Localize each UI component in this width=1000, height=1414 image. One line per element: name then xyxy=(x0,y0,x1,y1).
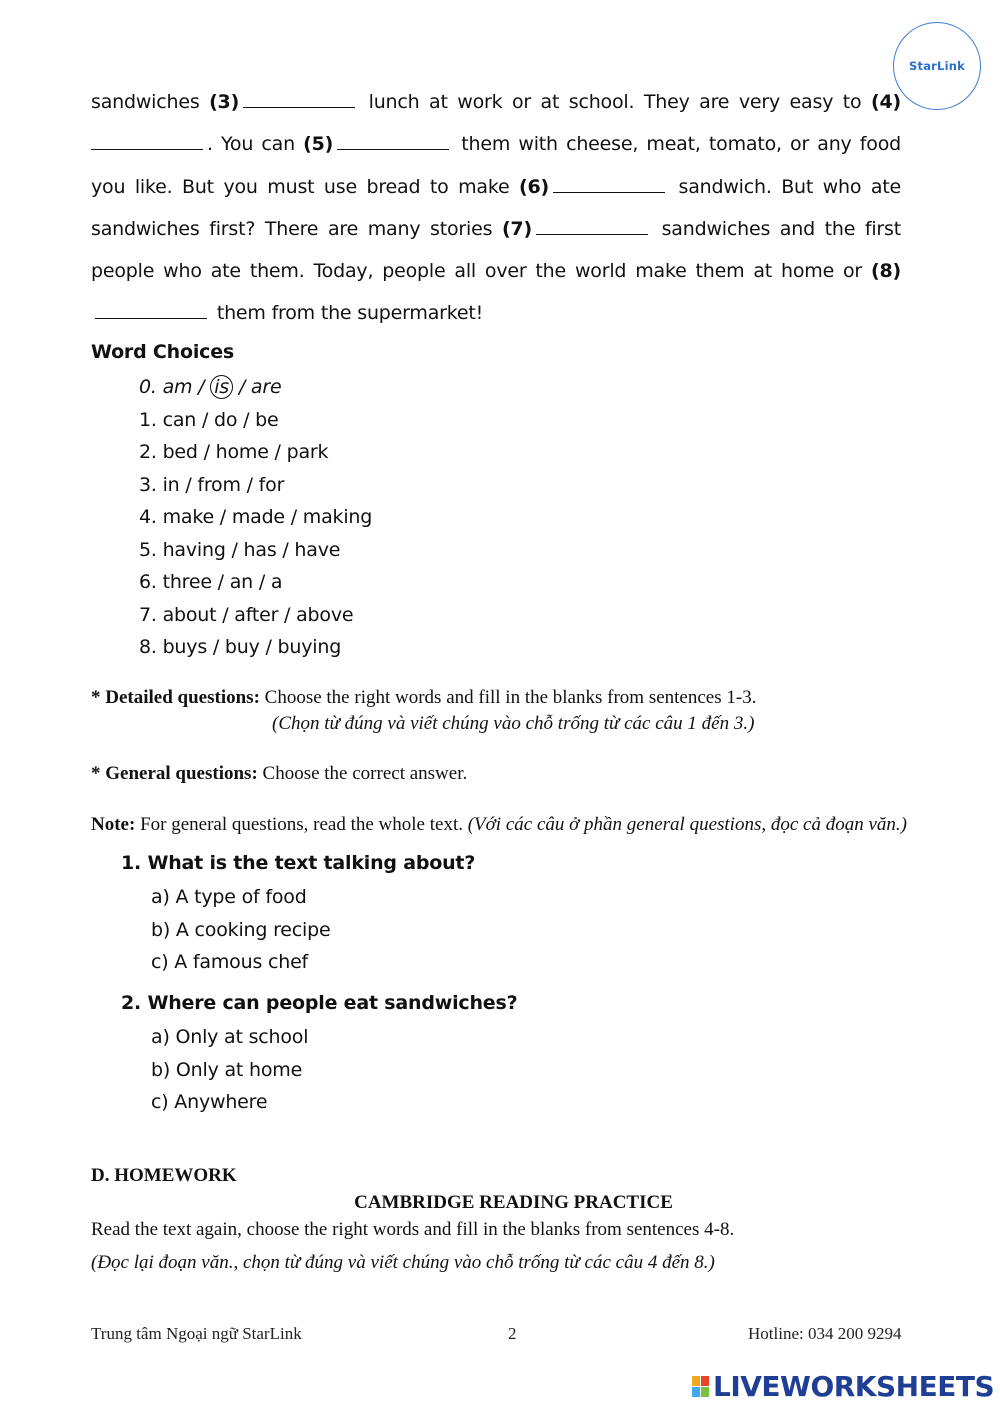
passage-text: them with cheese, meat, tomato, or any food you like. But you must use bread to make xyxy=(91,133,901,198)
word-choice-text: 0. am / xyxy=(139,376,205,398)
word-choice-0 xyxy=(139,372,372,405)
reading-passage xyxy=(91,81,901,335)
option-1a[interactable]: a) A type of food xyxy=(151,886,307,908)
detailed-questions-vietnamese: (Chọn từ đúng và viết chúng vào chỗ trống từ các câu 1 đến 3.) xyxy=(272,713,755,734)
option-1b[interactable]: b) A cooking recipe xyxy=(151,918,331,941)
option-2c[interactable]: c) Anywhere xyxy=(151,1091,268,1113)
page-number: 2 xyxy=(508,1324,517,1343)
footer-center-name: Trung tâm Ngoại ngữ StarLink xyxy=(91,1324,302,1343)
detailed-text: Choose the right words and fill in the blanks from sentences 1-3. xyxy=(259,687,757,708)
liveworksheets-text: LIVEWORKSHEETS xyxy=(713,1370,995,1403)
starlink-logo xyxy=(893,22,981,110)
liveworksheets-watermark xyxy=(692,1370,994,1403)
note-vietnamese: (Với các câu ở phần general questions, đọc cả đoạn văn.) xyxy=(467,814,907,835)
passage-text: . You can xyxy=(207,133,304,156)
blank-8[interactable] xyxy=(95,300,207,319)
question-1: 1. What is the text talking about? xyxy=(121,852,476,874)
passage-text: lunch at work or at school. They are very easy to xyxy=(359,91,871,113)
question-1-options xyxy=(151,882,330,980)
question-2-options xyxy=(151,1022,308,1120)
word-choice-7: 7. about / after / above xyxy=(139,603,354,626)
footer-hotline: Hotline: 034 200 9294 xyxy=(748,1324,902,1343)
word-choice-8: 8. buys / buy / buying xyxy=(139,636,342,658)
blank-4[interactable] xyxy=(91,131,203,150)
detailed-label: * Detailed questions: xyxy=(91,687,260,708)
detailed-questions-instruction xyxy=(91,687,756,709)
blank-number-4: (4) xyxy=(871,91,901,113)
word-choice-5: 5. having / has / have xyxy=(139,538,341,561)
blank-number-3: (3) xyxy=(209,91,240,113)
blank-7[interactable] xyxy=(536,216,648,235)
word-choice-3: 3. in / from / for xyxy=(139,473,285,496)
word-choice-6: 6. three / an / a xyxy=(139,571,283,593)
passage-text: sandwiches xyxy=(91,91,210,113)
question-2: 2. Where can people eat sandwiches? xyxy=(121,992,518,1014)
circled-answer: is xyxy=(210,375,233,399)
blank-number-6: (6) xyxy=(518,175,549,198)
option-1c[interactable]: c) A famous chef xyxy=(151,951,309,973)
passage-text: them from the supermarket! xyxy=(211,302,484,325)
word-choices-list xyxy=(139,372,372,665)
logo-text: StarLink xyxy=(909,59,965,73)
word-choice-2: 2. bed / home / park xyxy=(139,441,329,463)
note xyxy=(91,814,907,836)
homework-instruction-vietnamese: (Đọc lại đoạn văn., chọn từ đúng và viết chúng vào chỗ trống từ các câu 4 đến 8.) xyxy=(91,1252,715,1273)
general-label: * General questions: xyxy=(91,763,258,784)
general-text: Choose the correct answer. xyxy=(257,763,468,784)
blank-6[interactable] xyxy=(553,174,665,193)
passage-text: sandwich. But who ate sandwiches first? There are many stories xyxy=(91,175,902,240)
word-choice-text: / are xyxy=(238,376,282,398)
blank-number-5: (5) xyxy=(303,133,334,156)
blank-number-8: (8) xyxy=(871,260,901,283)
passage-text: sandwiches and the first people who ate them. Today, people all over the world make them at home or xyxy=(91,217,901,283)
word-choice-1: 1. can / do / be xyxy=(139,408,279,431)
option-2a[interactable]: a) Only at school xyxy=(151,1026,309,1048)
note-label: Note: xyxy=(91,814,136,835)
word-choices-title: Word Choices xyxy=(91,341,235,363)
note-text: For general questions, read the whole text. xyxy=(135,814,468,835)
word-choice-4: 4. make / made / making xyxy=(139,506,373,528)
blank-number-7: (7) xyxy=(501,217,532,240)
general-questions-instruction xyxy=(91,763,467,785)
homework-instruction: Read the text again, choose the right words and fill in the blanks from sentences 4-8. xyxy=(91,1219,735,1240)
blank-3[interactable] xyxy=(243,89,355,108)
blank-5[interactable] xyxy=(337,131,449,150)
cambridge-reading-title: CAMBRIDGE READING PRACTICE xyxy=(354,1192,673,1213)
homework-heading: D. HOMEWORK xyxy=(91,1165,237,1186)
liveworksheets-logo-icon xyxy=(692,1376,709,1397)
option-2b[interactable]: b) Only at home xyxy=(151,1058,303,1081)
